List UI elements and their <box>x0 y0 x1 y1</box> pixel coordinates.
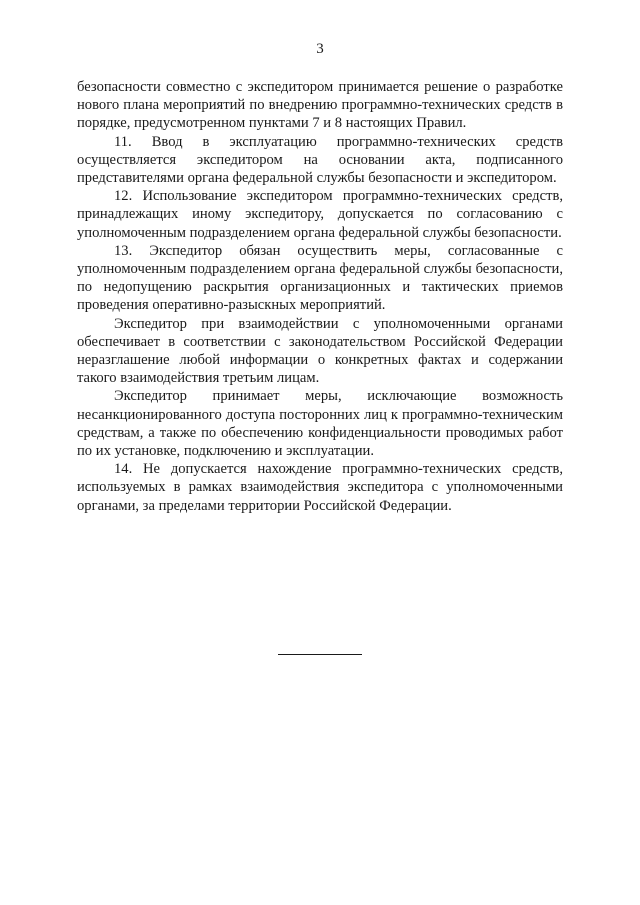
document-body <box>77 78 563 515</box>
end-of-document-rule <box>278 654 362 655</box>
paragraph-clause-13-access-control: Экспедитор принимает меры, исключающие возможность несанкционированного доступа посторонних лиц к программно-техническим средствам, а также по обеспечению конфиденциальности проводимых работ по их установке, подключению и эксплуатации. <box>77 388 563 460</box>
paragraph-clause-12: 12. Использование экспедитором программно-технических средств, принадлежащих иному экспедитору, допускается по согласованию с уполномоченным подразделением органа федеральной службы безопасности. <box>77 188 563 241</box>
page-number: 3 <box>316 41 324 57</box>
paragraph-clause-11: 11. Ввод в эксплуатацию программно-технических средств осуществляется экспедитором на основании акта, подписанного представителями органа федеральной службы безопасности и экспедитором. <box>77 133 563 187</box>
paragraph-clause-14: 14. Не допускается нахождение программно-технических средств, используемых в рамках взаимодействия экспедитора с уполномоченными органами, за пределами территории Российской Федерации. <box>77 461 563 514</box>
paragraph-clause-13-nondisclosure: Экспедитор при взаимодействии с уполномоченными органами обеспечивает в соответствии с законодательством Российской Федерации неразглашение любой информации о конкретных фактах и содержании такого взаимодействия третьим лицам. <box>77 315 563 387</box>
paragraph-clause-13: 13. Экспедитор обязан осуществить меры, согласованные с уполномоченным подразделением органа федеральной службы безопасности, по недопущению раскрытия организационных и тактических приемов проведения оперативно-разыскных мероприятий. <box>77 242 563 314</box>
paragraph-continuation: безопасности совместно с экспедитором принимается решение о разработке нового плана мероприятий по внедрению программно-технических средств в порядке, предусмотренном пунктами 7 и 8 настоящих Правил. <box>77 79 563 132</box>
